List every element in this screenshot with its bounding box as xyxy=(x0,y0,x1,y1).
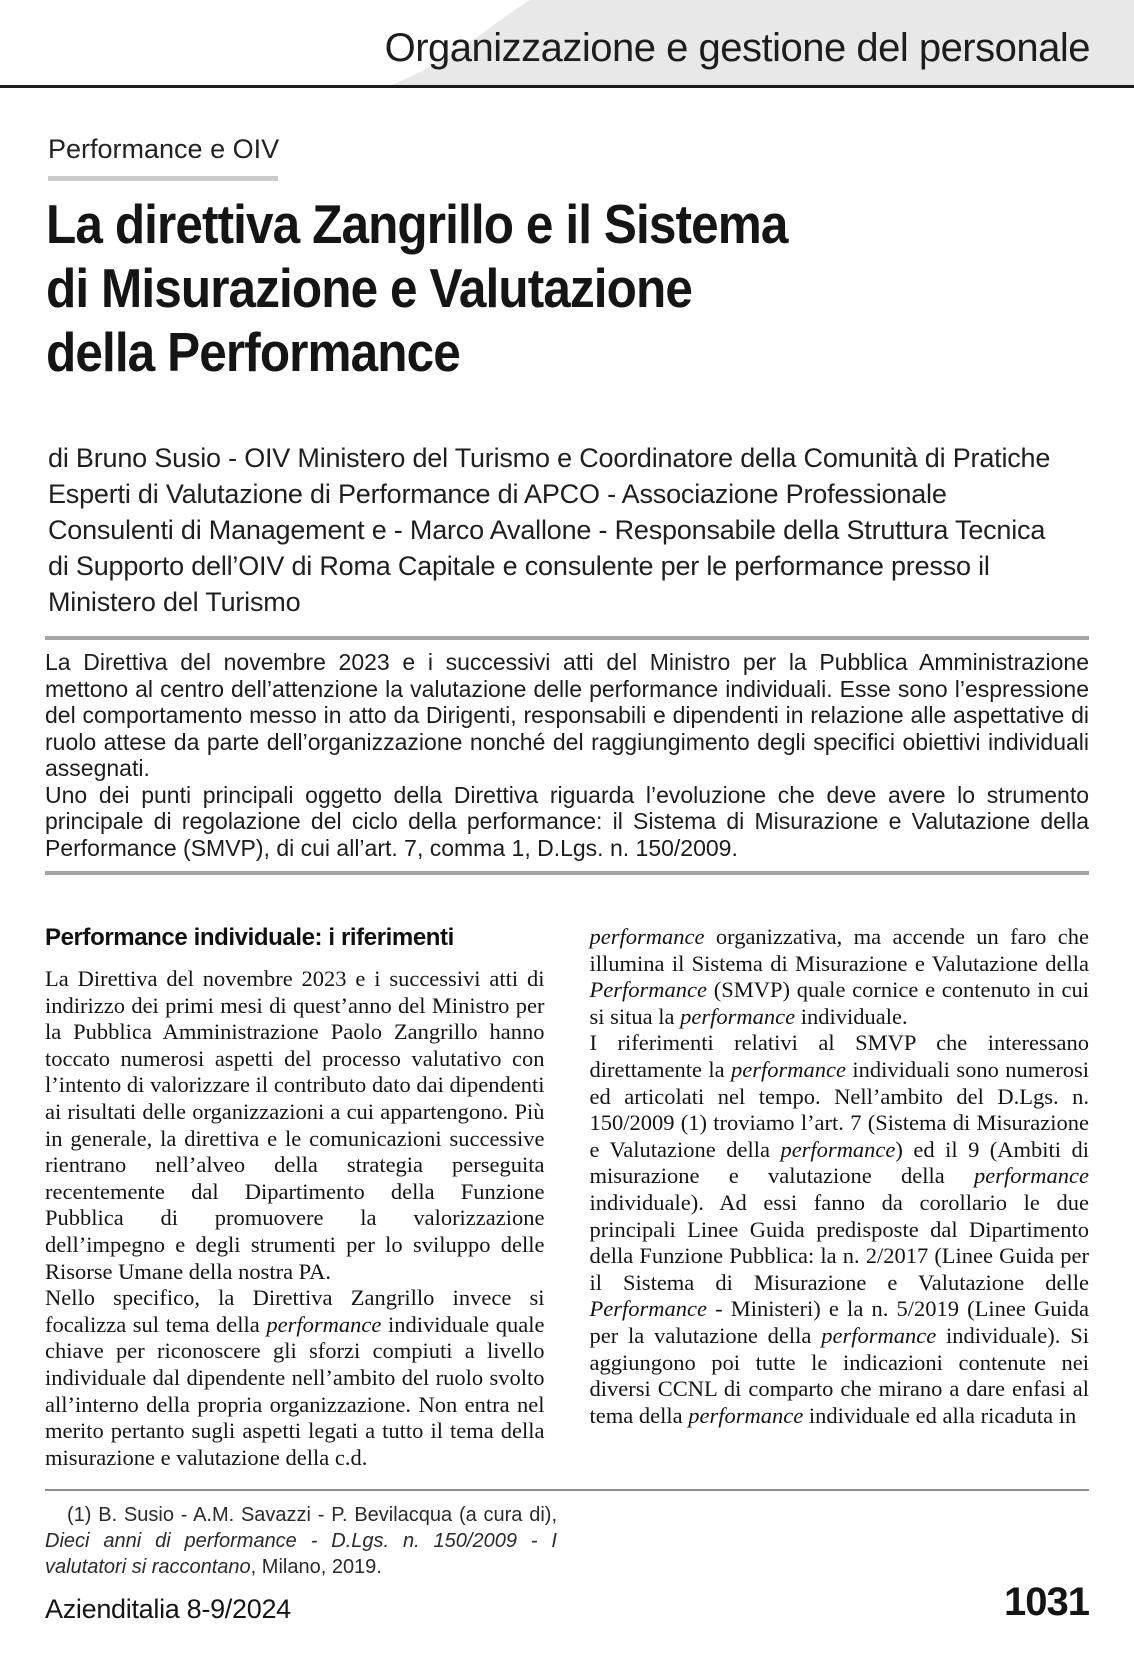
body-paragraph: Nello specifico, la Direttiva Zangrillo invece si focalizza sul tema della performance individuale quale chiave per riconoscere gli sforzi compiuti a livello individuale dal dipendente nell’ambito del ruolo svolto all’interno della propria organizzazione. Non entra nel merito pertanto sugli aspetti legati a tutto il tema della misurazione e valutazione della c.d. xyxy=(45,1285,545,1469)
page-footer xyxy=(45,1580,1089,1625)
abstract-box xyxy=(45,636,1089,875)
article-title-line: La direttiva Zangrillo e il Sistema xyxy=(46,193,788,255)
footnote: (1) B. Susio - A.M. Savazzi - P. Bevilacqua (a cura di), Dieci anni di performance - D.Lgs. n. 150/2009 - I valutatori si raccontano, Milano, 2019. xyxy=(45,1504,557,1578)
abstract-paragraph: Uno dei punti principali oggetto della Direttiva riguarda l’evoluzione che deve avere lo strumento principale di regolazione del ciclo della performance: il Sistema di Misurazione e Valutazione della Performance (SMVP), di cui all’art. 7, comma 1, D.Lgs. n. 150/2009. xyxy=(45,781,1089,861)
article-title-line: della Performance xyxy=(46,321,460,383)
footnote-rule xyxy=(45,1489,1089,1491)
article-title-line: di Misurazione e Valutazione xyxy=(46,257,692,319)
kicker-underline-bar xyxy=(48,176,278,181)
page-header xyxy=(0,0,1134,88)
column-left xyxy=(45,924,545,1469)
article-body xyxy=(45,924,1089,1469)
section-heading: Performance individuale: i riferimenti xyxy=(45,924,454,951)
body-paragraph: La Direttiva del novembre 2023 e i successivi atti di indirizzo dei primi mesi di quest’anno del Ministro per la Pubblica Amministrazione Paolo Zangrillo hanno toccato numerosi aspetti del processo valutativo con l’intento di valorizzare il contributo dato dai dipendenti ai risultati delle organizzazioni a cui appartengono. Più in generale, la direttiva e le comunicazioni successive rientrano nell’alveo della strategia perseguita recentemente dal Dipartimento della Funzione Pubblica di promuovere la valorizzazione dell’impegno e degli strumenti per lo sviluppo delle Risorse Umane della nostra PA. xyxy=(45,966,545,1284)
article-kicker: Performance e OIV xyxy=(48,134,280,164)
byline: di Bruno Susio - OIV Ministero del Turismo e Coordinatore della Comunità di Pratiche Esperti di Valutazione di Performance di APCO - Associazione Professionale Consulenti di Management e - Marco Avallone - Responsabile della Struttura Tecnica di Supporto dell’OIV di Roma Capitale e consulente per le performance presso il Ministero del Turismo xyxy=(48,443,1051,617)
body-paragraph: I riferimenti relativi al SMVP che interessano direttamente la performance individuali sono numerosi ed articolati nel tempo. Nell’ambito del D.Lgs. n. 150/2009 (1) troviamo l’art. 7 (Sistema di Misurazione e Valutazione della performance) ed il 9 (Ambiti di misurazione e valutazione della performance individuale). Ad essi fanno da corollario le due principali Linee Guida predisposte dal Dipartimento della Funzione Pubblica: la n. 2/2017 (Linee Guida per il Sistema di Misurazione e Valutazione delle Performance - Ministeri) e la n. 5/2019 (Linee Guida per la valutazione della performance individuale). Si aggiungono poi tutte le indicazioni contenute nei diversi CCNL di comparto che mirano a dare enfasi al tema della performance individuale ed alla ricaduta in xyxy=(589,1030,1089,1428)
column-right xyxy=(590,924,1090,1469)
journal-name: Azienditalia 8-9/2024 xyxy=(45,1594,291,1624)
body-paragraph: performance organizzativa, ma accende un faro che illumina il Sistema di Misurazione e Valutazione della Performance (SMVP) quale cornice e contenuto in cui si situa la performance individuale. xyxy=(589,924,1089,1029)
article-title xyxy=(46,192,787,384)
page-number: 1031 xyxy=(1004,1580,1089,1624)
section-title: Organizzazione e gestione del personale xyxy=(384,26,1090,70)
abstract-paragraph: La Direttiva del novembre 2023 e i successivi atti del Ministro per la Pubblica Amministrazione mettono al centro dell’attenzione la valutazione delle performance individuali. Esse sono l’espressione del comportamento messo in atto da Dirigenti, responsabili e dipendenti in relazione alle aspettative di ruolo attese da parte dell’organizzazione nonché del raggiungimento degli specifici obiettivi individuali assegnati. xyxy=(45,649,1089,781)
